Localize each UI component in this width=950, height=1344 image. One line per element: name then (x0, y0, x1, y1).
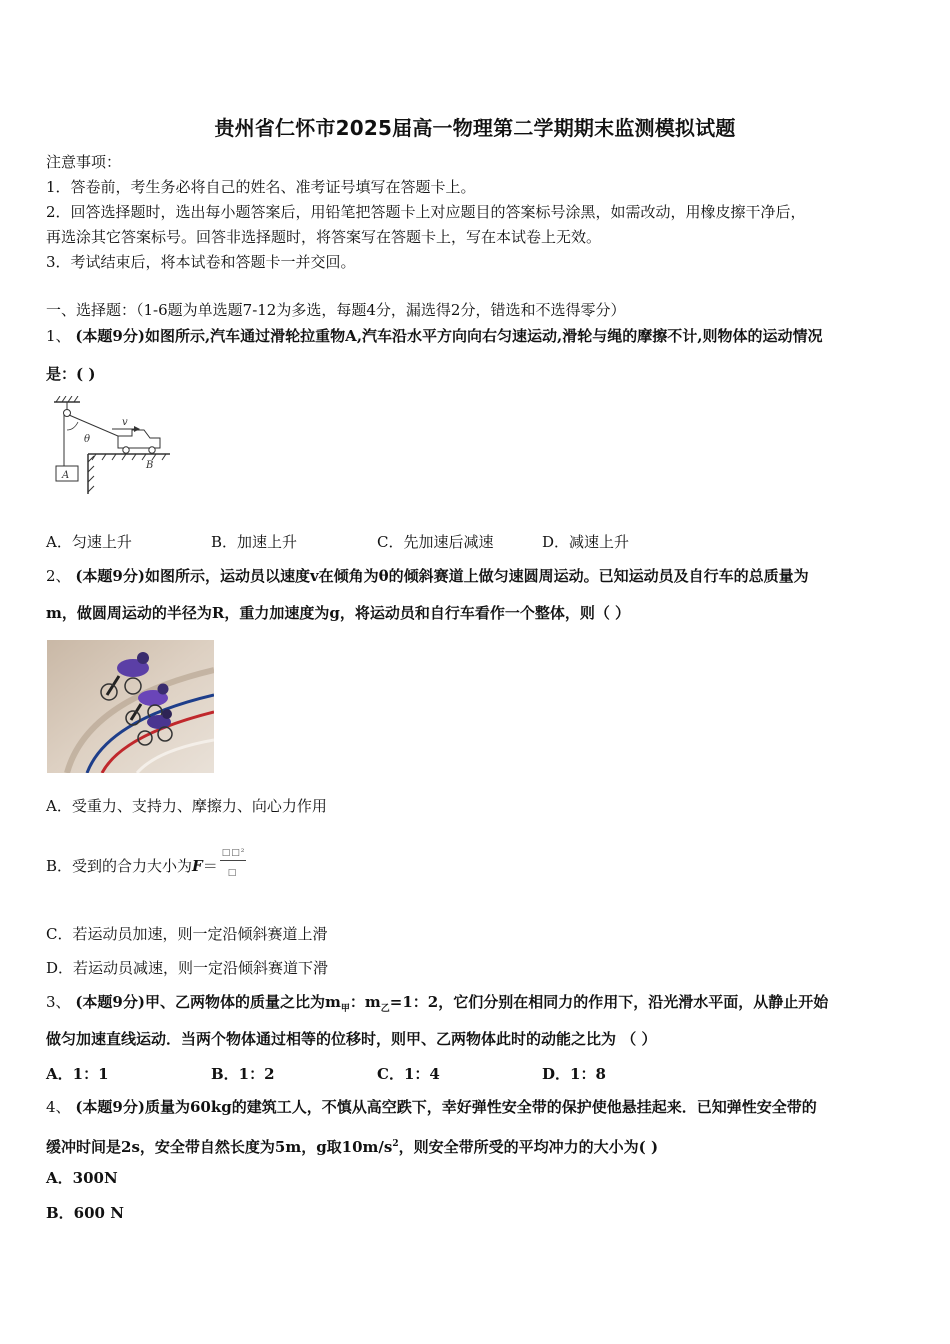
q3-option-d: D．1：8 (542, 1065, 606, 1083)
q4-line-1 (46, 1097, 817, 1117)
fraction-bar (220, 860, 246, 861)
q1-pulley-figure (50, 396, 174, 496)
q1-option-a: A．匀速上升 (46, 533, 132, 551)
q2-option-b-prefix: B．受到的合力大小为 (46, 857, 193, 875)
q2-number: 2、 (46, 567, 71, 585)
q1-line-1 (46, 326, 823, 346)
q3-text-a: (本题9分)甲、乙两物体的质量之比为m (75, 993, 341, 1011)
q4-text: (本题9分)质量为60kg的建筑工人，不慎从高空跌下，幸好弹性安全带的保护使他悬挂起来．已知弹性安全带的 (75, 1098, 817, 1116)
q2-cycling-photo (47, 640, 214, 773)
q1-option-c: C．先加速后减速 (377, 533, 494, 551)
q3-number: 3、 (46, 993, 71, 1011)
fraction-denominator: □ (227, 868, 237, 878)
q4-line-2 (46, 1134, 658, 1157)
q2-option-c: C．若运动员加速，则一定沿倾斜赛道上滑 (46, 925, 328, 943)
q2-line-1 (46, 566, 809, 586)
angle-arc (67, 422, 78, 430)
notice-heading: 注意事项： (46, 153, 122, 171)
ceiling-hatch (56, 396, 78, 402)
truck-wheel-rear (149, 447, 155, 453)
q1-text: (本题9分)如图所示,汽车通过滑轮拉重物A,汽车沿水平方向向右匀速运动,滑轮与绳的摩擦不计,则物体的运动情况 (75, 327, 823, 345)
notice-item-3: 3．考试结束后，将本试卷和答题卡一并交回。 (46, 253, 356, 271)
label-a: A (62, 470, 70, 481)
notice-item-1: 1．答卷前，考生务必将自己的姓名、准考证号填写在答题卡上。 (46, 178, 476, 196)
q4-number: 4、 (46, 1098, 71, 1116)
notice-item-2: 2．回答选择题时，选出每小题答案后，用铅笔把答题卡上对应题目的答案标号涂黑，如需改动，用橡皮擦干净后， (46, 203, 806, 221)
q2-text: (本题9分)如图所示，运动员以速度v在倾角为θ的倾斜赛道上做匀速圆周运动。已知运动员及自行车的总质量为 (75, 567, 809, 585)
q1-option-b: B．加速上升 (211, 533, 298, 551)
q3-option-c: C．1：4 (377, 1065, 440, 1083)
label-v: v (122, 417, 128, 428)
fraction (218, 848, 250, 878)
label-theta: θ (84, 434, 91, 445)
ground-hatch (88, 454, 166, 492)
page-title: 贵州省仁怀市2025届高一物理第二学期期末监测模拟试题 (214, 116, 736, 140)
truck-icon (118, 430, 160, 448)
q1-option-d: D．减速上升 (542, 533, 630, 551)
q2-option-b-eq: ＝ (202, 857, 218, 875)
label-b: B (146, 460, 154, 471)
q4-sup: 2 (392, 1139, 399, 1149)
q3-text-c: =1：2，它们分别在相同力的作用下，沿光滑水平面，从静止开始 (389, 993, 829, 1011)
section-heading: 一、选择题：（1-6题为单选题7-12为多选，每题4分，漏选得2分，错选和不选得零分） (46, 301, 626, 319)
q4-option-b: B．600 N (46, 1204, 124, 1222)
q4-text-b: ，则安全带所受的平均冲力的大小为( ) (398, 1138, 659, 1156)
q2-option-b-var: F (192, 857, 203, 875)
q2-line-2: m，做圆周运动的半径为R，重力加速度为g，将运动员和自行车看作一个整体，则（ ） (46, 604, 631, 622)
q1-line-2: 是：( ) (46, 365, 96, 383)
q3-text-b: ：m (349, 993, 381, 1011)
q3-option-b: B．1：2 (211, 1065, 275, 1083)
q3-sub-yi: 乙 (380, 1004, 390, 1014)
q2-option-b (46, 848, 250, 878)
q3-line-2: 做匀加速直线运动．当两个物体通过相等的位移时，则甲、乙两物体此时的动能之比为 （ ） (46, 1030, 657, 1048)
notice-item-2-cont: 再选涂其它答案标号。回答非选择题时，将答案写在答题卡上，写在本试卷上无效。 (46, 228, 602, 246)
q3-text (75, 993, 829, 1014)
truck-wheel-front (123, 447, 129, 453)
q2-option-a: A．受重力、支持力、摩擦力、向心力作用 (46, 797, 327, 815)
q3-option-a: A．1：1 (46, 1065, 109, 1083)
q2-option-d: D．若运动员减速，则一定沿倾斜赛道下滑 (46, 959, 329, 977)
q1-number: 1、 (46, 327, 71, 345)
q3-sub-jia: 甲 (340, 1004, 350, 1014)
q3-line-1 (46, 992, 828, 1019)
q4-option-a: A．300N (46, 1169, 118, 1187)
q4-text-a: 缓冲时间是2s，安全带自然长度为5m，g取10m/s (46, 1138, 393, 1156)
fraction-numerator: □□² (221, 848, 246, 858)
